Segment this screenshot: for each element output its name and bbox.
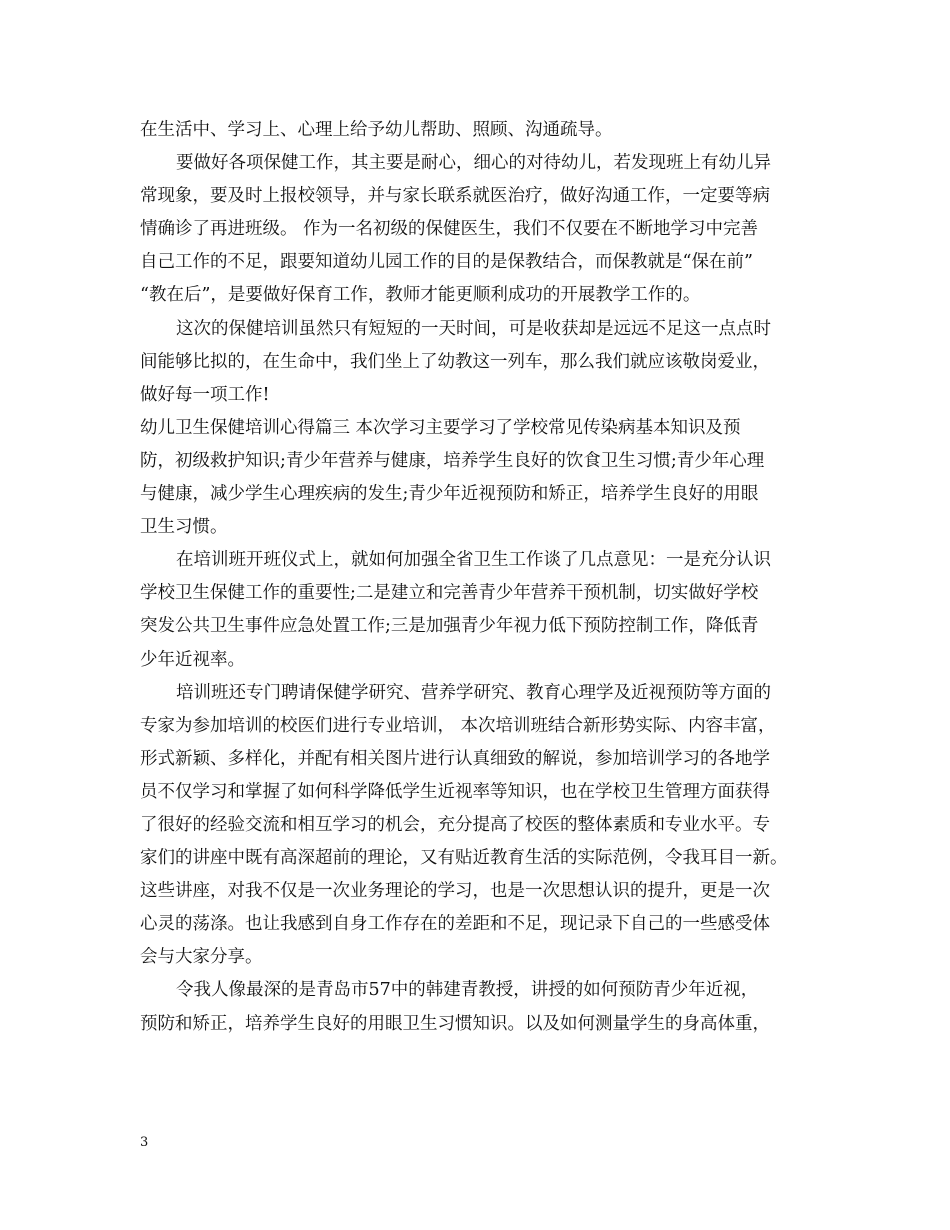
- text-line: 家们的讲座中既有高深超前的理论，又有贴近教育生活的实际范例，令我耳目一新。: [140, 848, 788, 869]
- text-line: 这些讲座，对我不仅是一次业务理论的学习，也是一次思想认识的提升，更是一次: [140, 881, 770, 902]
- text-line: 会与大家分享。: [140, 947, 263, 968]
- text-line: 专家为参加培训的校医们进行专业培训， 本次培训班结合新形势实际、内容丰富，: [140, 715, 776, 736]
- text-line: 自己工作的不足，跟要知道幼儿园工作的目的是保教结合，而保教就是“保在前”: [140, 252, 753, 273]
- text-line: 突发公共卫生事件应急处置工作;三是加强青少年视力低下预防控制工作，降低青: [140, 616, 759, 637]
- text-line: 令我人像最深的是青岛市57中的韩建青教授，讲授的如何预防青少年近视，: [176, 980, 759, 1001]
- text-line: 培训班还专门聘请保健学研究、营养学研究、教育心理学及近视预防等方面的: [176, 682, 771, 703]
- text-line: 员不仅学习和掌握了如何科学降低学生近视率等知识，也在学校卫生管理方面获得: [140, 781, 770, 802]
- text-line: 做好每一项工作!: [140, 384, 270, 405]
- text-line: 在培训班开班仪式上，就如何加强全省卫生工作谈了几点意见：一是充分认识: [176, 550, 771, 571]
- body-text: [140, 114, 820, 1041]
- text-line: “教在后”，是要做好保育工作，教师才能更顺利成功的开展教学工作的。: [140, 285, 701, 306]
- text-line: 卫生习惯。: [140, 517, 228, 538]
- text-line: 与健康，减少学生心理疾病的发生;青少年近视预防和矫正，培养学生良好的用眼: [140, 484, 759, 505]
- text-line: 常现象，要及时上报校领导，并与家长联系就医治疗，做好沟通工作，一定要等病: [140, 186, 770, 207]
- text-line: 形式新颖、多样化，并配有相关图片进行认真细致的解说，参加培训学习的各地学: [140, 748, 770, 769]
- text-line: 少年近视率。: [140, 649, 245, 670]
- page-number: 3: [140, 1135, 149, 1150]
- text-line: 心灵的荡涤。也让我感到自身工作存在的差距和不足，现记录下自己的一些感受体: [140, 914, 770, 935]
- text-line: 情确诊了再进班级。 作为一名初级的保健医生，我们不仅要在不断地学习中完善: [140, 219, 759, 240]
- text-line: 学校卫生保健工作的重要性;二是建立和完善青少年营养干预机制，切实做好学校: [140, 583, 759, 604]
- text-line: 要做好各项保健工作，其主要是耐心，细心的对待幼儿，若发现班上有幼儿异: [176, 153, 771, 174]
- text-line: 了很好的经验交流和相互学习的机会，充分提高了校医的整体素质和专业水平。专: [140, 814, 770, 835]
- text-line: 幼儿卫生保健培训心得篇三 本次学习主要学习了学校常见传染病基本知识及预: [140, 417, 741, 438]
- text-line: 间能够比拟的，在生命中，我们坐上了幼教这一列车，那么我们就应该敬岗爱业，: [140, 351, 770, 372]
- text-line: 防，初级救护知识;青少年营养与健康，培养学生良好的饮食卫生习惯;青少年心理: [140, 450, 765, 471]
- text-line: 在生活中、学习上、心理上给予幼儿帮助、照顾、沟通疏导。: [140, 120, 613, 140]
- text-line: 预防和矫正，培养学生良好的用眼卫生习惯知识。以及如何测量学生的身高体重，: [140, 1013, 770, 1034]
- text-line: 这次的保健培训虽然只有短短的一天时间，可是收获却是远远不足这一点点时: [176, 318, 771, 339]
